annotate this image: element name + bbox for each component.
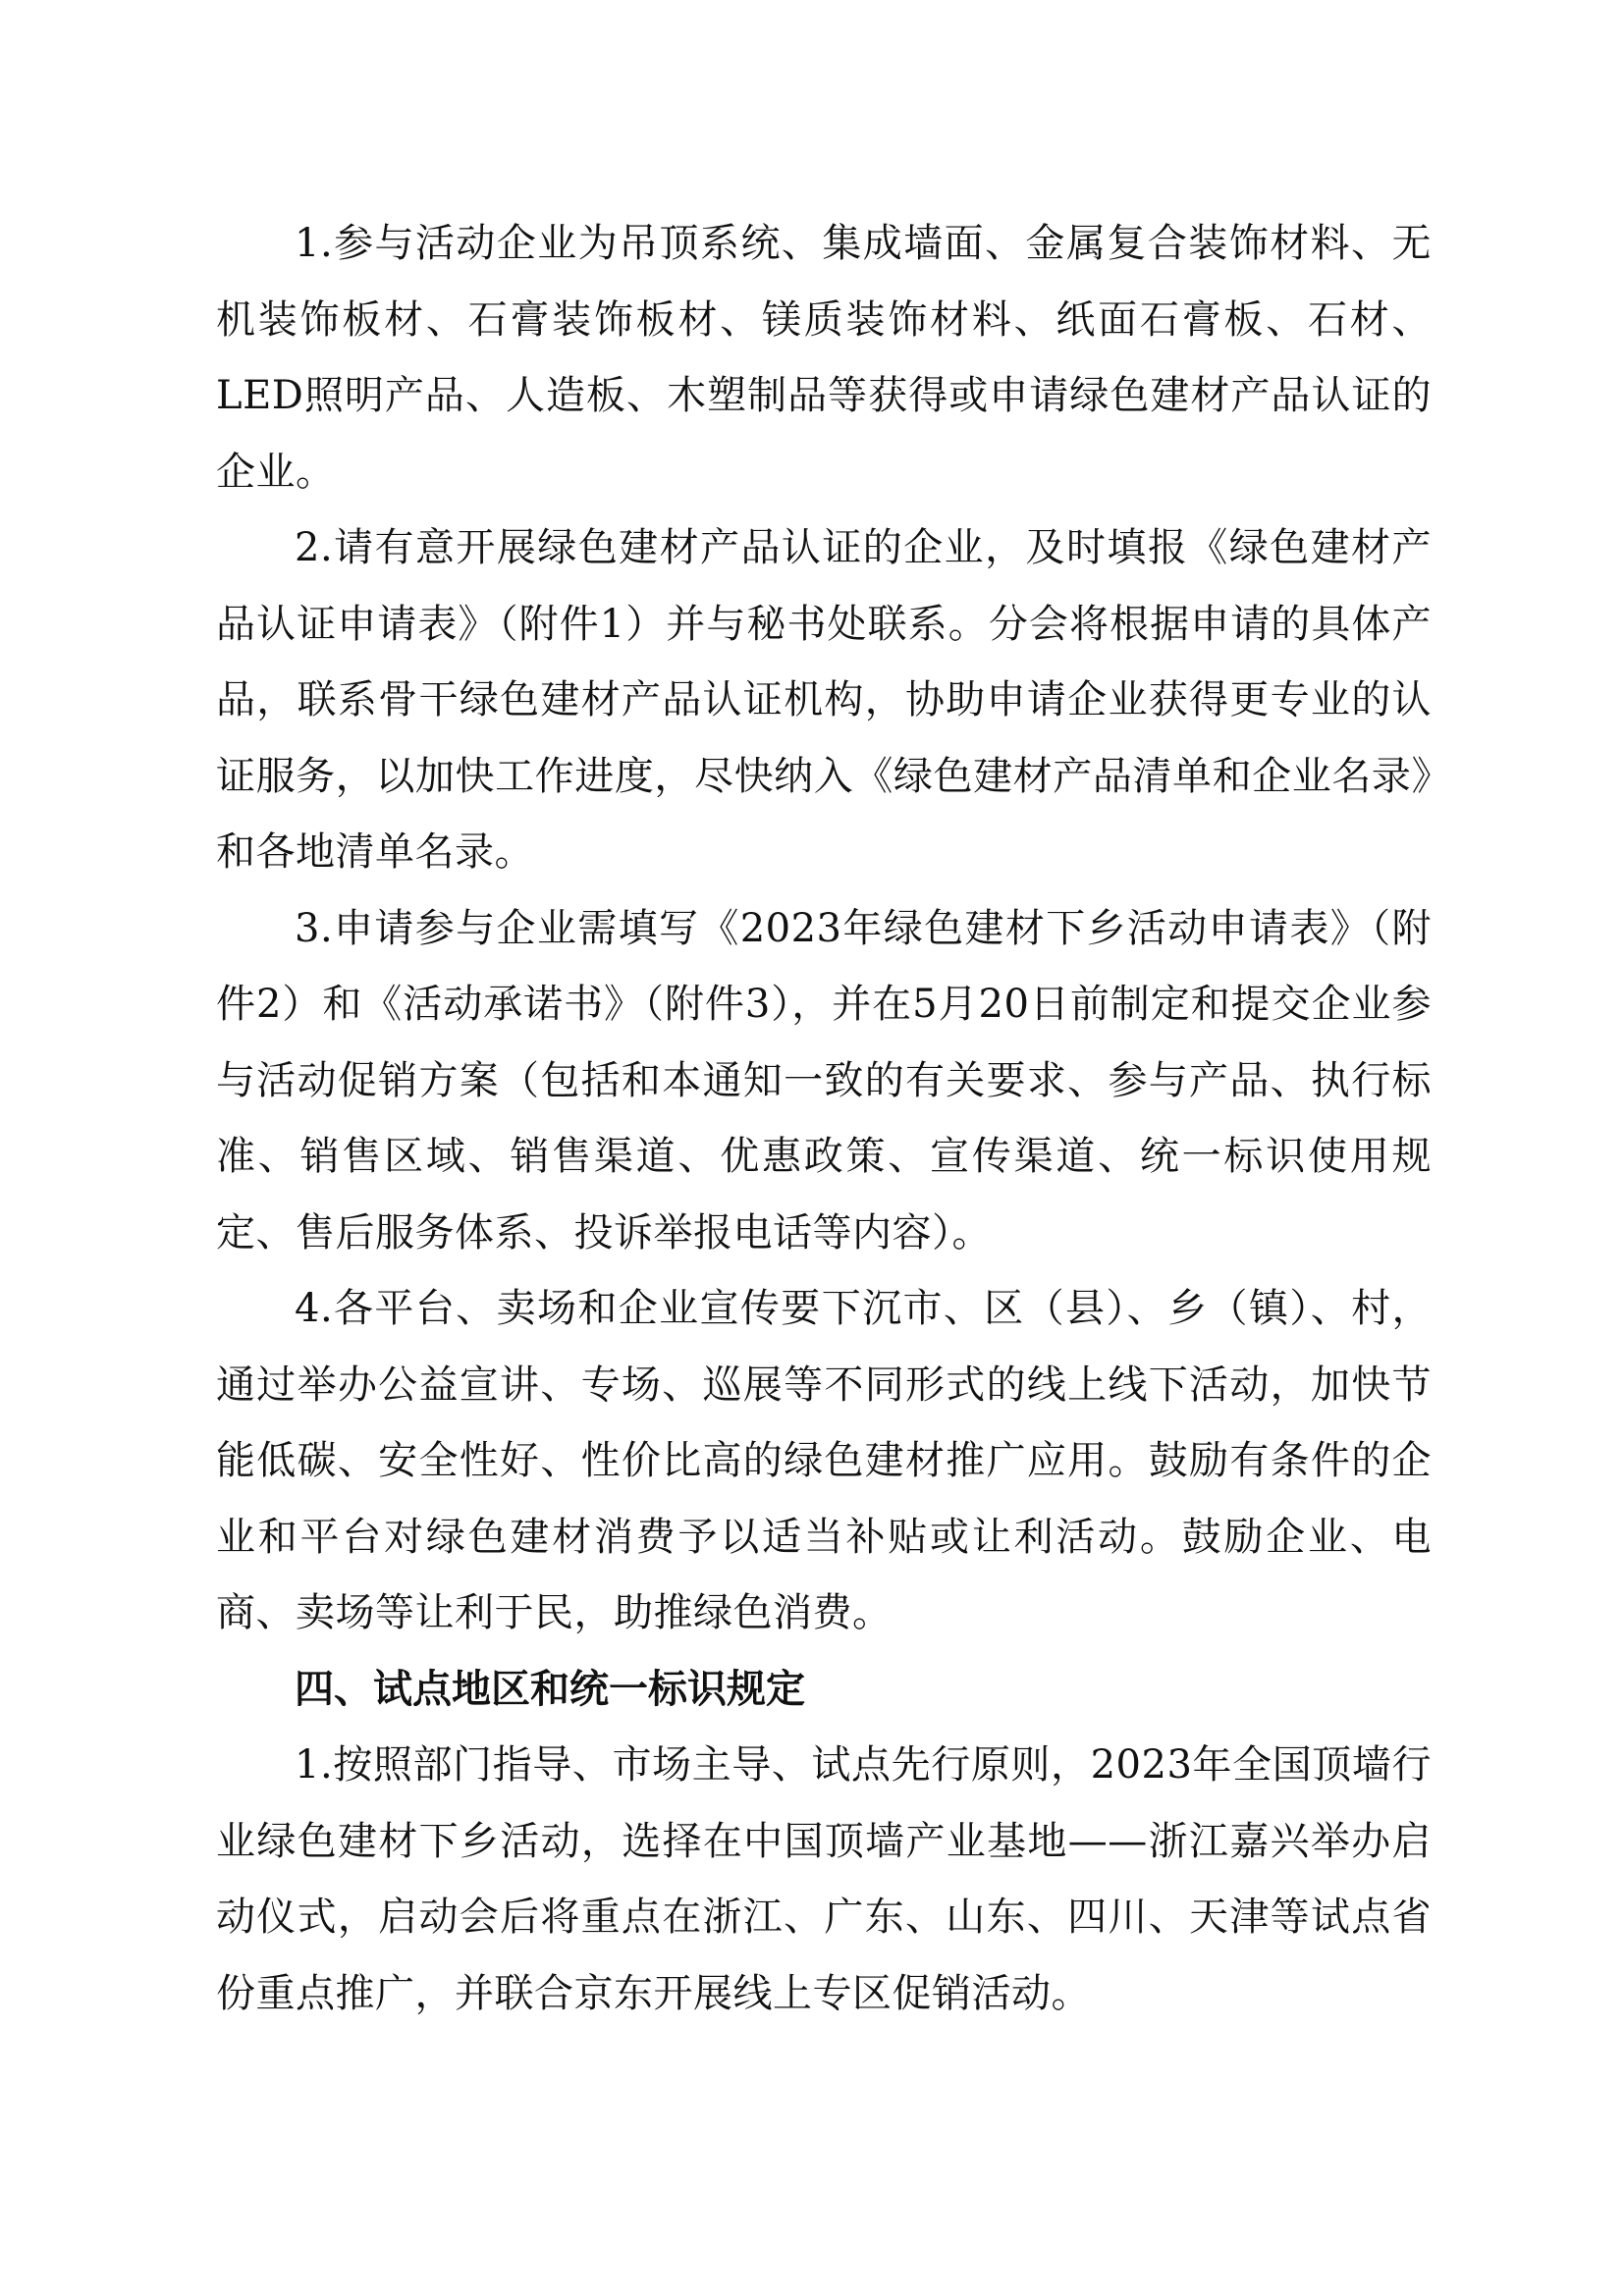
paragraph-certification-application: 2.请有意开展绿色建材产品认证的企业，及时填报《绿色建材产品认证申请表》（附件1）并与秘书处联系。分会将根据申请的具体产品，联系骨干绿色建材产品认证机构，协助申请企业获得更专业的认证服务，以加快工作进度，尽快纳入《绿色建材产品清单和企业名录》和各地清单名录。 (216, 525, 1432, 875)
document-page (216, 206, 1432, 2032)
section-heading-pilot-regions: 四、试点地区和统一标识规定 (295, 1666, 805, 1712)
paragraph-application-forms: 3.申请参与企业需填写《2023年绿色建材下乡活动申请表》（附件2）和《活动承诺书》（附件3），并在5月20日前制定和提交企业参与活动促销方案（包括和本通知一致的有关要求、参与产品、执行标准、销售区域、销售渠道、优惠政策、宣传渠道、统一标识使用规定、售后服务体系、投诉举报电话等内容）。 (216, 905, 1432, 1255)
paragraph-pilot-principles: 1.按照部门指导、市场主导、试点先行原则，2023年全国顶墙行业绿色建材下乡活动，选择在中国顶墙产业基地——浙江嘉兴举办启动仪式，启动会后将重点在浙江、广东、山东、四川、天津等试点省份重点推广，并联合京东开展线上专区促销活动。 (216, 1742, 1432, 2016)
paragraph-participant-scope: 1.参与活动企业为吊顶系统、集成墙面、金属复合装饰材料、无机装饰板材、石膏装饰板材、镁质装饰材料、纸面石膏板、石材、LED照明产品、人造板、木塑制品等获得或申请绿色建材产品认证的企业。 (216, 221, 1432, 495)
paragraph-promotion-activities: 4.各平台、卖场和企业宣传要下沉市、区（县）、乡（镇）、村，通过举办公益宣讲、专场、巡展等不同形式的线上线下活动，加快节能低碳、安全性好、性价比高的绿色建材推广应用。鼓励有条件的企业和平台对绿色建材消费予以适当补贴或让利活动。鼓励企业、电商、卖场等让利于民，助推绿色消费。 (216, 1286, 1432, 1635)
